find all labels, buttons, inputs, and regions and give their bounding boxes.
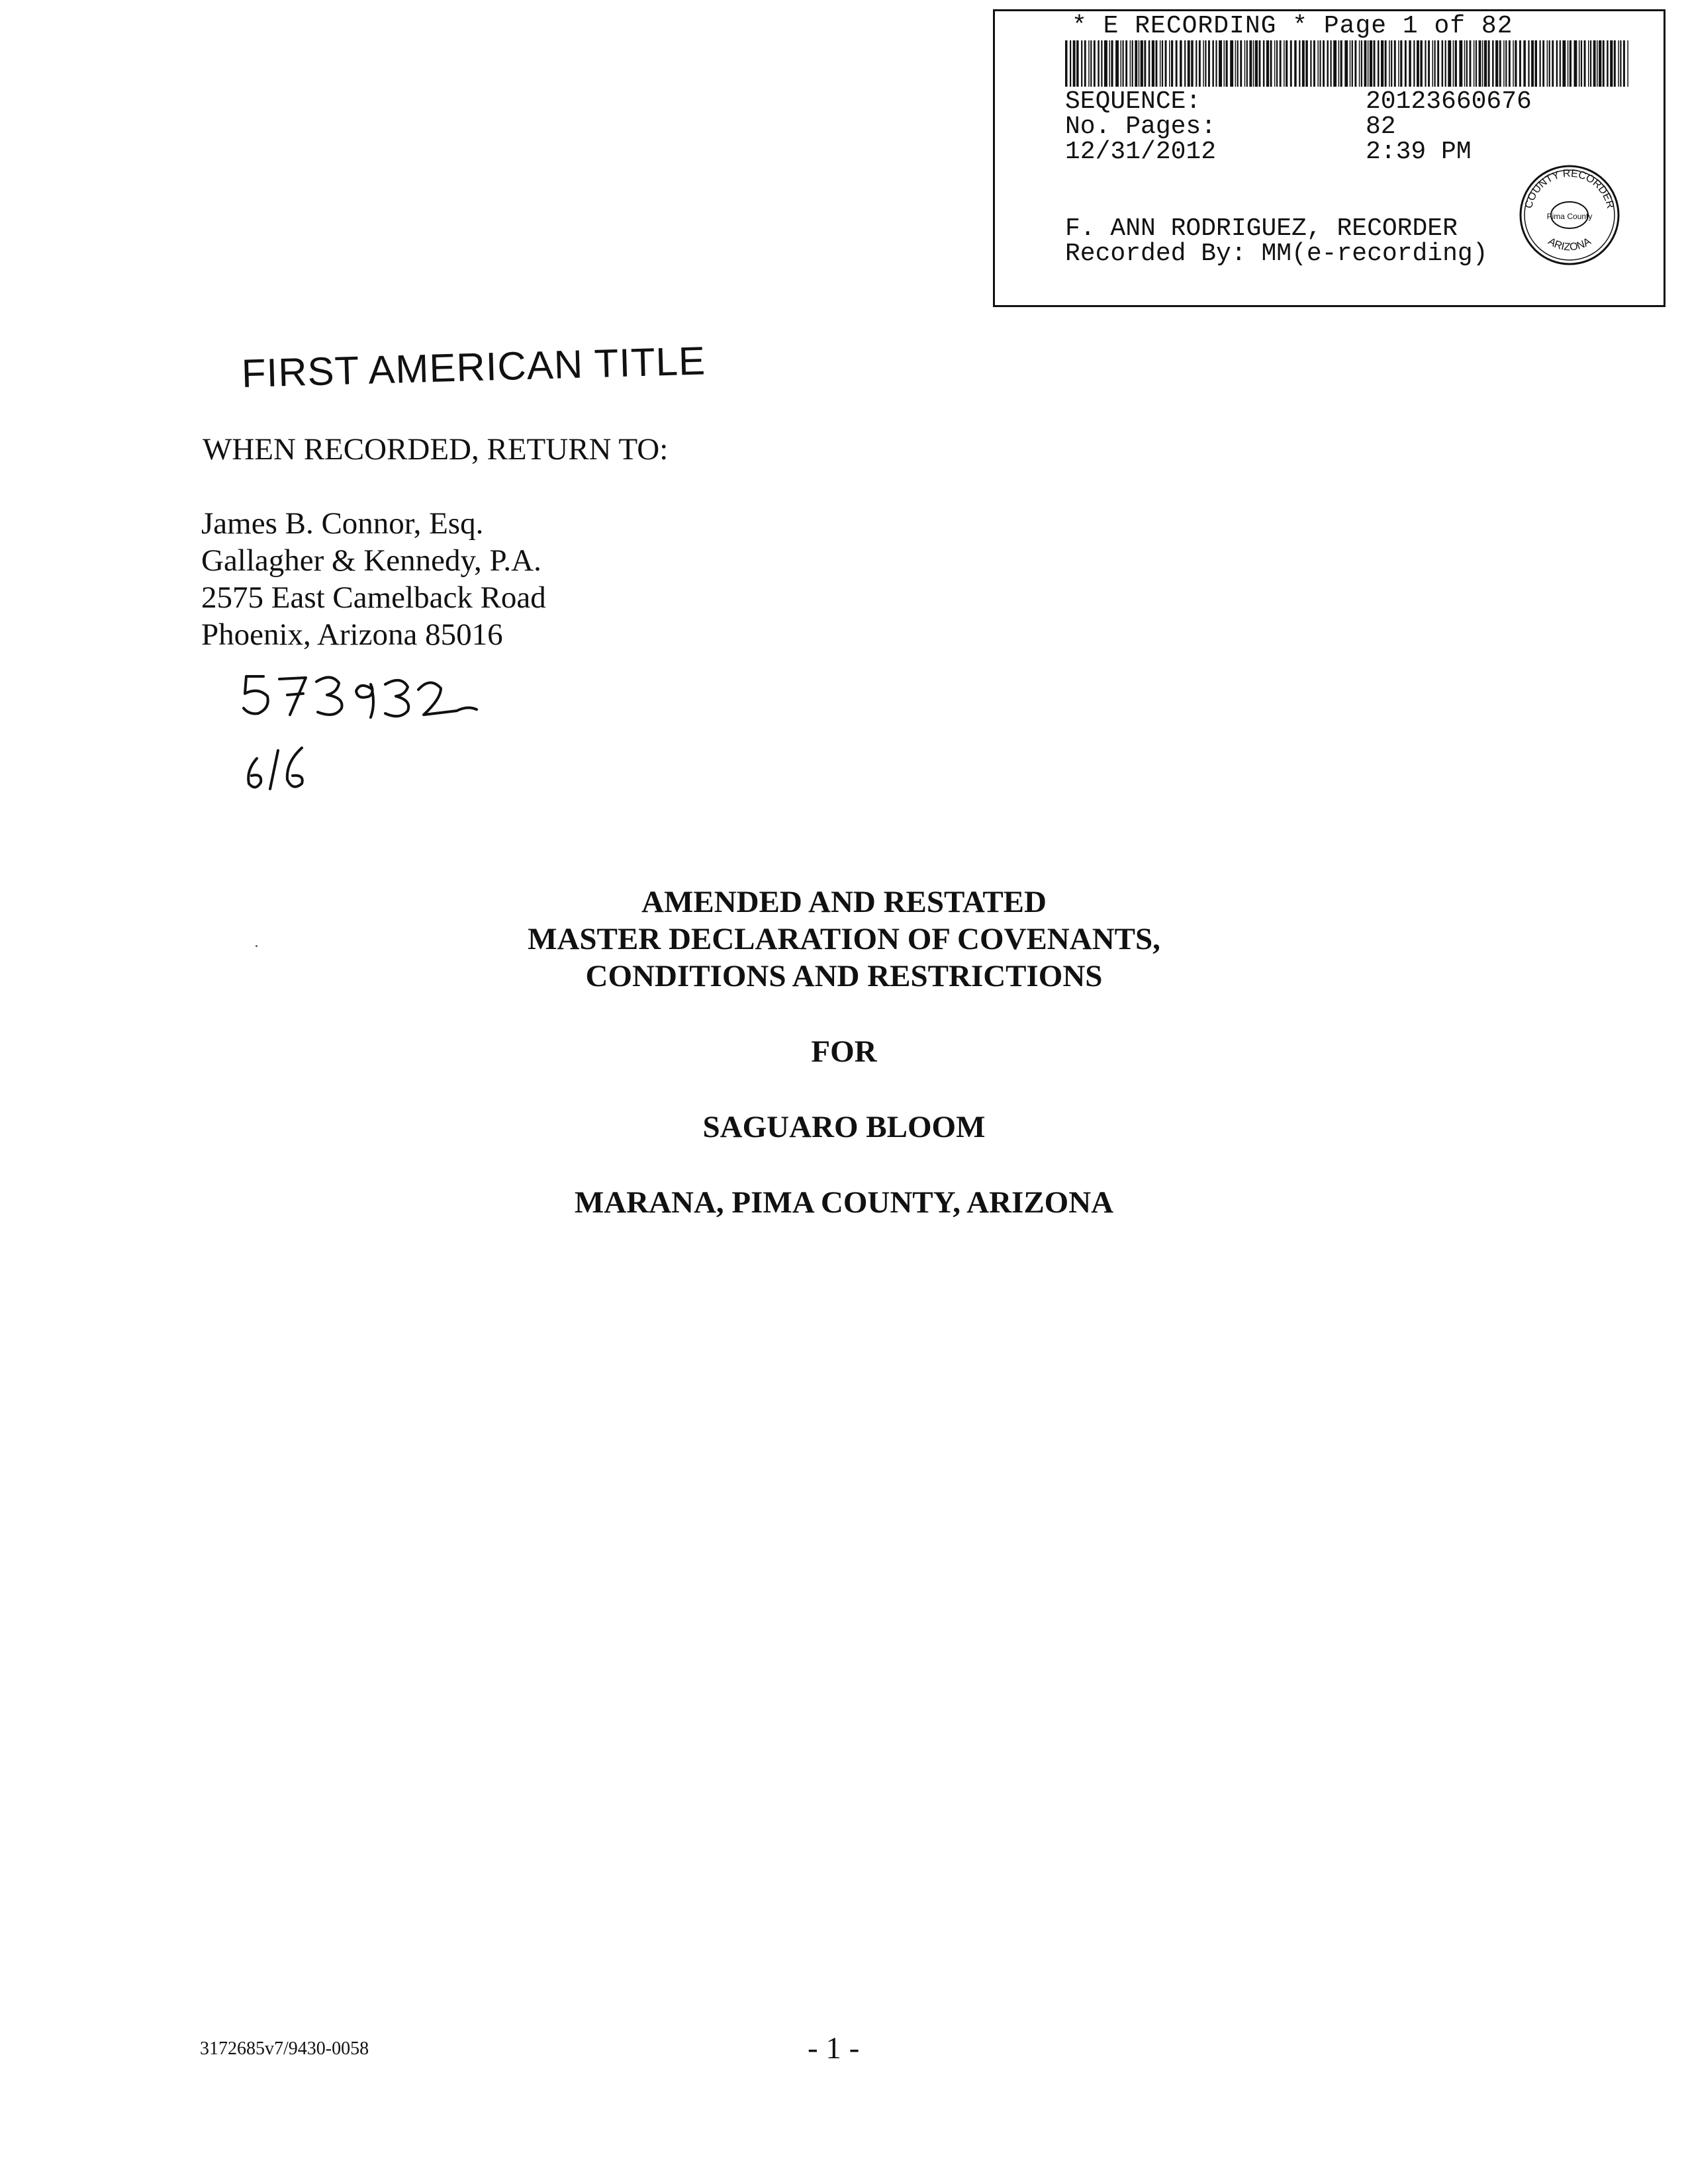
barcode-bar [1542, 40, 1544, 87]
address-line: James B. Connor, Esq. [201, 506, 484, 541]
barcode-bar [1425, 40, 1426, 87]
barcode-bar [1603, 40, 1605, 87]
sequence-label: SEQUENCE: [1065, 87, 1201, 116]
barcode-bar [1088, 40, 1090, 87]
barcode-bar [1224, 40, 1225, 87]
barcode-bar [1574, 40, 1577, 87]
barcode-bar [1109, 40, 1110, 87]
barcode-bar [1590, 40, 1591, 87]
address-line: Gallagher & Kennedy, P.A. [201, 543, 541, 578]
barcode-bar [1276, 40, 1278, 87]
address-line: Phoenix, Arizona 85016 [201, 617, 503, 652]
barcode-bar [1286, 40, 1288, 87]
barcode-bar [1459, 40, 1462, 87]
barcode-bar [1340, 40, 1342, 87]
document-title-line: CONDITIONS AND RESTRICTIONS [585, 959, 1103, 993]
barcode-bar [1149, 40, 1150, 87]
barcode-bar [1623, 40, 1625, 87]
barcode-bar [1065, 40, 1068, 87]
barcode-bar [1627, 40, 1628, 87]
barcode-bar [1354, 40, 1356, 87]
barcode-bar [1081, 40, 1082, 87]
barcode-bar [1333, 40, 1336, 87]
barcode-bar [1515, 40, 1517, 87]
barcode-bar [1523, 40, 1526, 87]
barcode-bar [1076, 40, 1079, 87]
barcode-bar [1391, 40, 1392, 87]
barcode-bar [1499, 40, 1501, 87]
barcode-bar [1323, 40, 1325, 87]
barcode-bar [1531, 40, 1534, 87]
barcode-bar [1171, 40, 1173, 87]
svg-text:COUNTY RECORDER: COUNTY RECORDER [1523, 167, 1617, 210]
barcode-bar [1519, 40, 1521, 87]
barcode-bar [1084, 40, 1086, 87]
barcode-bar [1139, 40, 1140, 87]
barcode-bar [1203, 40, 1204, 87]
barcode-bar [1169, 40, 1170, 87]
barcode-bar [1535, 40, 1538, 87]
barcode-bar [1474, 40, 1475, 87]
barcode-bar [1070, 40, 1071, 87]
barcode-bar [1310, 40, 1311, 87]
barcode-bar [1188, 40, 1190, 87]
barcode-bar [1610, 40, 1613, 87]
barcode-bar [1270, 40, 1272, 87]
barcode-bar [1249, 40, 1252, 87]
barcode-bar [1540, 40, 1541, 87]
barcode-bar [1607, 40, 1609, 87]
barcode-bar [1488, 40, 1490, 87]
barcode-bar [1094, 40, 1096, 87]
document-title-line: MASTER DECLARATION OF COVENANTS, [528, 922, 1160, 956]
document-title-line: AMENDED AND RESTATED [641, 885, 1047, 919]
barcode-bar [1570, 40, 1571, 87]
barcode-bar [1364, 40, 1367, 87]
barcode-bar [1299, 40, 1300, 87]
barcode-bar [1205, 40, 1206, 87]
barcode-bar [1359, 40, 1360, 87]
barcode-bar [1445, 40, 1446, 87]
recording-date: 12/31/2012 [1065, 138, 1217, 166]
barcode-bar [1104, 40, 1107, 87]
barcode-bar [1123, 40, 1124, 87]
handwritten-order-number [238, 662, 490, 725]
barcode-bar [1400, 40, 1402, 87]
barcode-bar [1593, 40, 1596, 87]
barcode-bar [1579, 40, 1580, 87]
barcode-bar [1180, 40, 1182, 87]
barcode [1065, 40, 1630, 87]
barcode-bar [1208, 40, 1210, 87]
barcode-bar [1274, 40, 1276, 87]
barcode-bar [1280, 40, 1282, 87]
barcode-bar [1266, 40, 1269, 87]
barcode-bar [1130, 40, 1131, 87]
barcode-bar [1184, 40, 1186, 87]
barcode-bar [1152, 40, 1154, 87]
barcode-bar [1560, 40, 1561, 87]
barcode-bar [1453, 40, 1454, 87]
barcode-bar [1350, 40, 1351, 87]
recorder-name: F. ANN RODRIGUEZ, RECORDER [1065, 214, 1458, 243]
barcode-bar [1503, 40, 1505, 87]
barcode-bar [1505, 40, 1507, 87]
barcode-bar [1597, 40, 1598, 87]
barcode-bar [1547, 40, 1548, 87]
address-line: 2575 East Camelback Road [201, 580, 546, 615]
barcode-bar [1098, 40, 1100, 87]
barcode-bar [1588, 40, 1589, 87]
barcode-bar [1434, 40, 1436, 87]
barcode-bar [1144, 40, 1146, 87]
barcode-bar [1284, 40, 1285, 87]
pages-value: 82 [1366, 113, 1396, 141]
barcode-bar [1156, 40, 1158, 87]
pages-label: No. Pages: [1065, 113, 1217, 141]
barcode-bar [1528, 40, 1529, 87]
barcode-bar [1090, 40, 1092, 87]
barcode-bar [1378, 40, 1380, 87]
barcode-bar [1442, 40, 1444, 87]
barcode-bar [1237, 40, 1239, 87]
barcode-bar [1448, 40, 1451, 87]
barcode-bar [1374, 40, 1376, 87]
recording-stamp [993, 9, 1665, 307]
barcode-bar [1509, 40, 1511, 87]
barcode-bar [1479, 40, 1481, 87]
svg-text:Pima County: Pima County [1546, 212, 1593, 221]
barcode-bar [1319, 40, 1321, 87]
barcode-bar [1618, 40, 1619, 87]
barcode-bar [1381, 40, 1383, 87]
title-company: FIRST AMERICAN TITLE [241, 338, 706, 396]
barcode-bar [1101, 40, 1102, 87]
stamp-header: * E RECORDING * Page 1 of 82 [1072, 12, 1513, 40]
barcode-bar [1352, 40, 1353, 87]
barcode-bar [1398, 40, 1399, 87]
barcode-bar [1302, 40, 1305, 87]
recording-time: 2:39 PM [1366, 138, 1472, 166]
barcode-bar [1162, 40, 1163, 87]
barcode-bar [1361, 40, 1362, 87]
barcode-bar [1317, 40, 1319, 87]
barcode-bar [1620, 40, 1621, 87]
barcode-bar [1482, 40, 1483, 87]
barcode-bar [1212, 40, 1214, 87]
barcode-bar [1240, 40, 1242, 87]
barcode-bar [1552, 40, 1554, 87]
barcode-bar [1389, 40, 1390, 87]
barcode-bar [1464, 40, 1466, 87]
barcode-bar [1196, 40, 1197, 87]
barcode-bar [1141, 40, 1143, 87]
barcode-bar [1568, 40, 1569, 87]
barcode-bar [1313, 40, 1315, 87]
barcode-bar [1073, 40, 1076, 87]
barcode-bar [1466, 40, 1468, 87]
project-name: SAGUARO BLOOM [702, 1110, 986, 1144]
barcode-bar [1437, 40, 1439, 87]
barcode-bar [1111, 40, 1113, 87]
barcode-bar [1290, 40, 1292, 87]
barcode-bar [1428, 40, 1430, 87]
barcode-bar [1420, 40, 1423, 87]
barcode-bar [1294, 40, 1297, 87]
barcode-bar [1370, 40, 1372, 87]
barcode-bar [1165, 40, 1167, 87]
barcode-bar [1255, 40, 1258, 87]
barcode-bar [1219, 40, 1222, 87]
barcode-bar [1492, 40, 1494, 87]
barcode-bar [1246, 40, 1248, 87]
barcode-bar [1432, 40, 1434, 87]
barcode-bar [1244, 40, 1246, 87]
barcode-bar [1556, 40, 1558, 87]
barcode-bar [1338, 40, 1340, 87]
barcode-bar [1176, 40, 1178, 87]
barcode-bar [1327, 40, 1329, 87]
barcode-bar [1230, 40, 1233, 87]
barcode-bar [1584, 40, 1586, 87]
barcode-bar [1226, 40, 1228, 87]
barcode-bar [1331, 40, 1332, 87]
county-recorder-seal [1518, 163, 1621, 267]
barcode-bar [1549, 40, 1550, 87]
barcode-bar [1121, 40, 1122, 87]
barcode-bar [1368, 40, 1369, 87]
barcode-bar [1305, 40, 1308, 87]
barcode-bar [1263, 40, 1265, 87]
project-location: MARANA, PIMA COUNTY, ARIZONA [574, 1185, 1114, 1220]
barcode-bar [1614, 40, 1616, 87]
barcode-bar [1160, 40, 1161, 87]
barcode-bar [1417, 40, 1419, 87]
barcode-bar [1344, 40, 1348, 87]
barcode-bar [1253, 40, 1254, 87]
barcode-bar [1562, 40, 1566, 87]
handwritten-fraction [240, 736, 319, 796]
svg-text:ARIZONA: ARIZONA [1546, 236, 1593, 253]
barcode-bar [1215, 40, 1217, 87]
barcode-bar [1495, 40, 1498, 87]
barcode-bar [1409, 40, 1411, 87]
barcode-bar [1125, 40, 1127, 87]
barcode-bar [1513, 40, 1514, 87]
barcode-bar [1599, 40, 1601, 87]
barcode-bar [1199, 40, 1201, 87]
page-number: - 1 - [808, 2031, 860, 2066]
barcode-bar [1455, 40, 1457, 87]
barcode-bar [1259, 40, 1261, 87]
document-id: 3172685v7/9430-0058 [200, 2038, 369, 2059]
barcode-bar [1476, 40, 1477, 87]
document-title-for: FOR [811, 1034, 877, 1069]
barcode-bar [1132, 40, 1133, 87]
barcode-bar [1394, 40, 1396, 87]
barcode-bar [1191, 40, 1194, 87]
barcode-bar [1484, 40, 1487, 87]
recorded-by: Recorded By: MM(e-recording) [1065, 240, 1488, 268]
barcode-bar [1235, 40, 1237, 87]
barcode-bar [1135, 40, 1137, 87]
sequence-value: 20123660676 [1366, 87, 1532, 116]
barcode-bar [1413, 40, 1415, 87]
barcode-bar [1405, 40, 1407, 87]
barcode-bar [1581, 40, 1582, 87]
return-to-label: WHEN RECORDED, RETURN TO: [203, 432, 669, 467]
barcode-bar [1385, 40, 1387, 87]
barcode-bar [1115, 40, 1119, 87]
barcode-bar [1470, 40, 1472, 87]
